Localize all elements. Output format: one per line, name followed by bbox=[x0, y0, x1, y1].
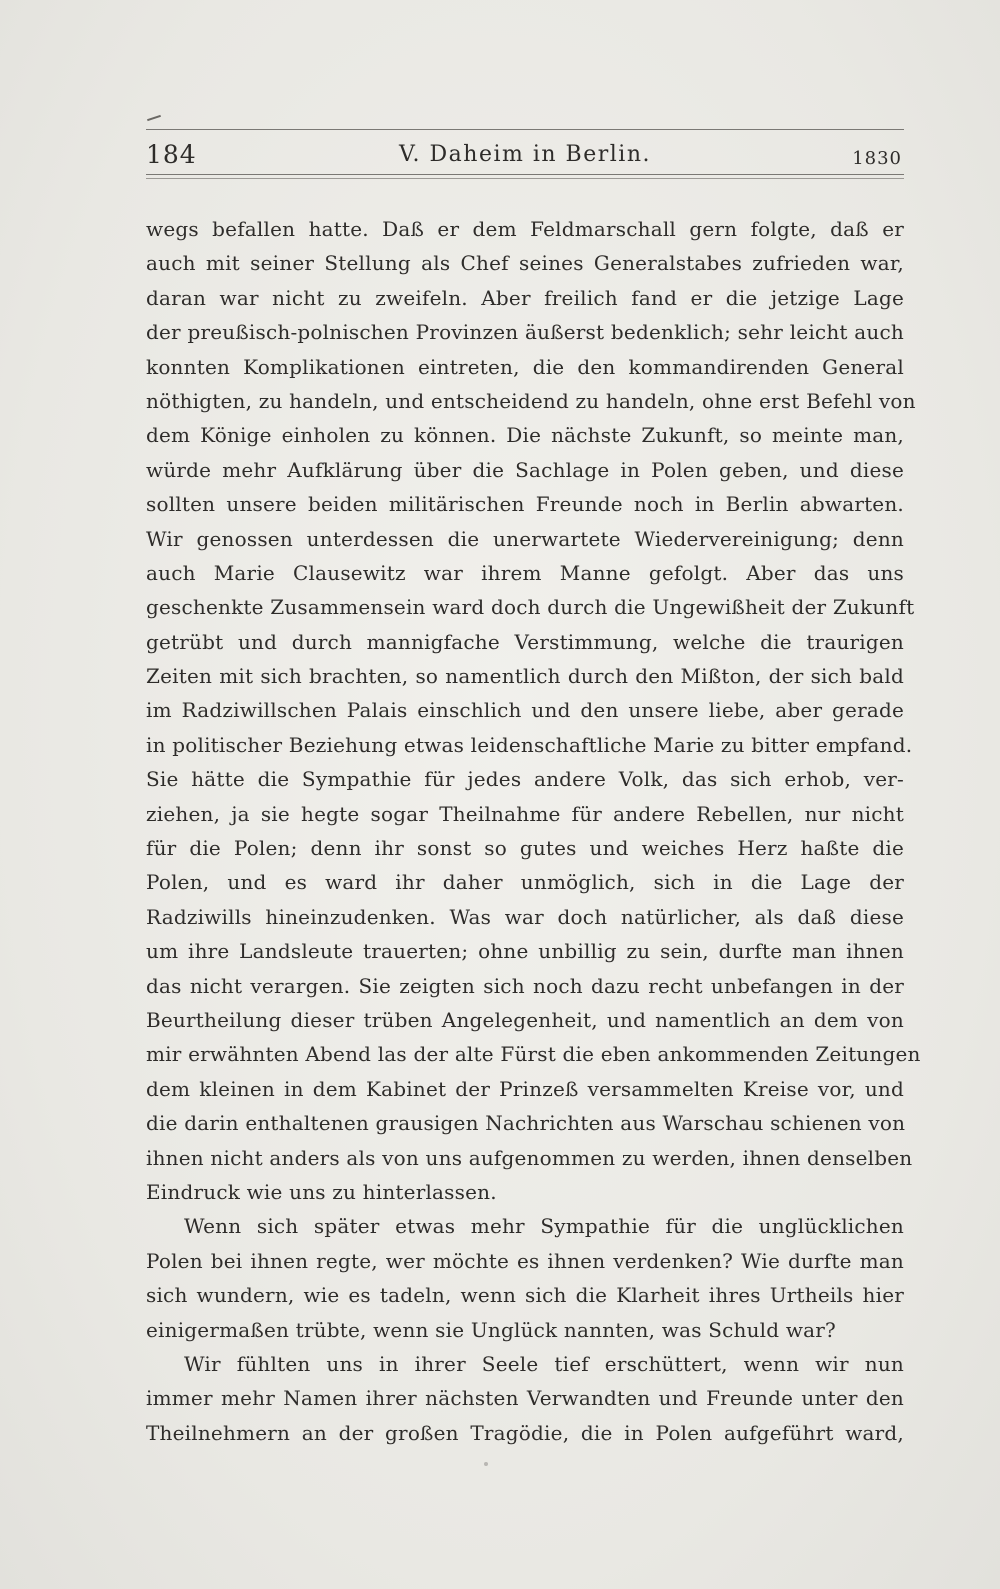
paper-speck bbox=[484, 1462, 488, 1466]
text-line: daran war nicht zu zweifeln. Aber freilich fand er die jetzige Lage bbox=[146, 285, 904, 310]
text-line: Wenn sich später etwas mehr Sympathie für die unglücklichen bbox=[184, 1214, 904, 1239]
text-line: in politischer Beziehung etwas leidenschaftliche Marie zu bitter empfand. bbox=[146, 732, 913, 757]
text-line: Sie hätte die Sympathie für jedes andere Volk, das sich erhob, ver- bbox=[146, 767, 904, 792]
text-line: Radziwills hineinzudenken. Was war doch natürlicher, als daß diese bbox=[146, 904, 904, 929]
text-line: würde mehr Aufklärung über die Sachlage in Polen geben, und diese bbox=[146, 457, 904, 482]
text-line: ihnen nicht anders als von uns aufgenommen zu werden, ihnen denselben bbox=[146, 1145, 913, 1170]
text-line: die darin enthaltenen grausigen Nachrichten aus Warschau schienen von bbox=[146, 1111, 906, 1136]
page-number: 184 bbox=[146, 140, 197, 169]
running-header bbox=[146, 136, 904, 170]
text-line: Beurtheilung dieser trüben Angelegenheit, und namentlich an dem von bbox=[146, 1007, 904, 1032]
text-line: Theilnehmern an der großen Tragödie, die in Polen aufgeführt ward, bbox=[146, 1420, 904, 1445]
text-line: auch Marie Clausewitz war ihrem Manne gefolgt. Aber das uns bbox=[146, 560, 904, 585]
text-line: Polen, und es ward ihr daher unmöglich, sich in die Lage der bbox=[146, 870, 904, 895]
body-text bbox=[146, 212, 921, 1450]
text-line: Eindruck wie uns zu hinterlassen. bbox=[146, 1179, 497, 1204]
text-line: für die Polen; denn ihr sonst so gutes und weiches Herz haßte die bbox=[146, 836, 904, 861]
text-line: im Radziwillschen Palais einschlich und den unsere liebe, aber gerade bbox=[146, 698, 904, 723]
text-line: sich wundern, wie es tadeln, wenn sich die Klarheit ihres Urtheils hier bbox=[146, 1283, 904, 1308]
text-line: Polen bei ihnen regte, wer möchte es ihnen verdenken? Wie durfte man bbox=[146, 1248, 904, 1273]
running-title: V. Daheim in Berlin. bbox=[399, 142, 651, 167]
text-line: einigermaßen trübte, wenn sie Unglück nannten, was Schuld war? bbox=[146, 1317, 836, 1342]
text-line: Wir genossen unterdessen die unerwartete Wiedervereinigung; denn bbox=[146, 526, 904, 551]
text-line: Wir fühlten uns in ihrer Seele tief erschüttert, wenn wir nun bbox=[184, 1351, 904, 1376]
text-line: um ihre Landsleute trauerten; ohne unbillig zu sein, durfte man ihnen bbox=[146, 939, 904, 964]
ink-mark bbox=[147, 115, 161, 121]
header-top-rule bbox=[146, 129, 904, 130]
header-bottom-rule bbox=[146, 174, 904, 175]
text-line: geschenkte Zusammensein ward doch durch die Ungewißheit der Zukunft bbox=[146, 595, 915, 620]
text-line: dem Könige einholen zu können. Die nächste Zukunft, so meinte man, bbox=[146, 423, 904, 448]
text-line: sollten unsere beiden militärischen Freunde noch in Berlin abwarten. bbox=[146, 492, 904, 517]
text-line: mir erwähnten Abend las der alte Fürst die eben ankommenden Zeitungen bbox=[146, 1042, 921, 1067]
text-line: dem kleinen in dem Kabinet der Prinzeß versammelten Kreise vor, und bbox=[146, 1076, 904, 1101]
text-line: der preußisch-polnischen Provinzen äußerst bedenklich; sehr leicht auch bbox=[146, 320, 904, 345]
text-line: getrübt und durch mannigfache Verstimmung, welche die traurigen bbox=[146, 629, 904, 654]
text-line: das nicht verargen. Sie zeigten sich noch dazu recht unbefangen in der bbox=[146, 973, 904, 998]
header-year: 1830 bbox=[852, 148, 902, 169]
text-line: auch mit seiner Stellung als Chef seines Generalstabes zufrieden war, bbox=[146, 251, 904, 276]
text-line: immer mehr Namen ihrer nächsten Verwandten und Freunde unter den bbox=[146, 1386, 904, 1411]
text-line: konnten Komplikationen eintreten, die den kommandirenden General bbox=[146, 354, 904, 379]
header-bottom-rule-thin bbox=[146, 178, 904, 179]
text-line: Zeiten mit sich brachten, so namentlich durch den Mißton, der sich bald bbox=[146, 664, 904, 689]
text-line: wegs befallen hatte. Daß er dem Feldmarschall gern folgte, daß er bbox=[146, 217, 904, 241]
text-line: ziehen, ja sie hegte sogar Theilnahme für andere Rebellen, nur nicht bbox=[146, 801, 904, 826]
text-line: nöthigten, zu handeln, und entscheidend zu handeln, ohne erst Befehl von bbox=[146, 388, 916, 413]
